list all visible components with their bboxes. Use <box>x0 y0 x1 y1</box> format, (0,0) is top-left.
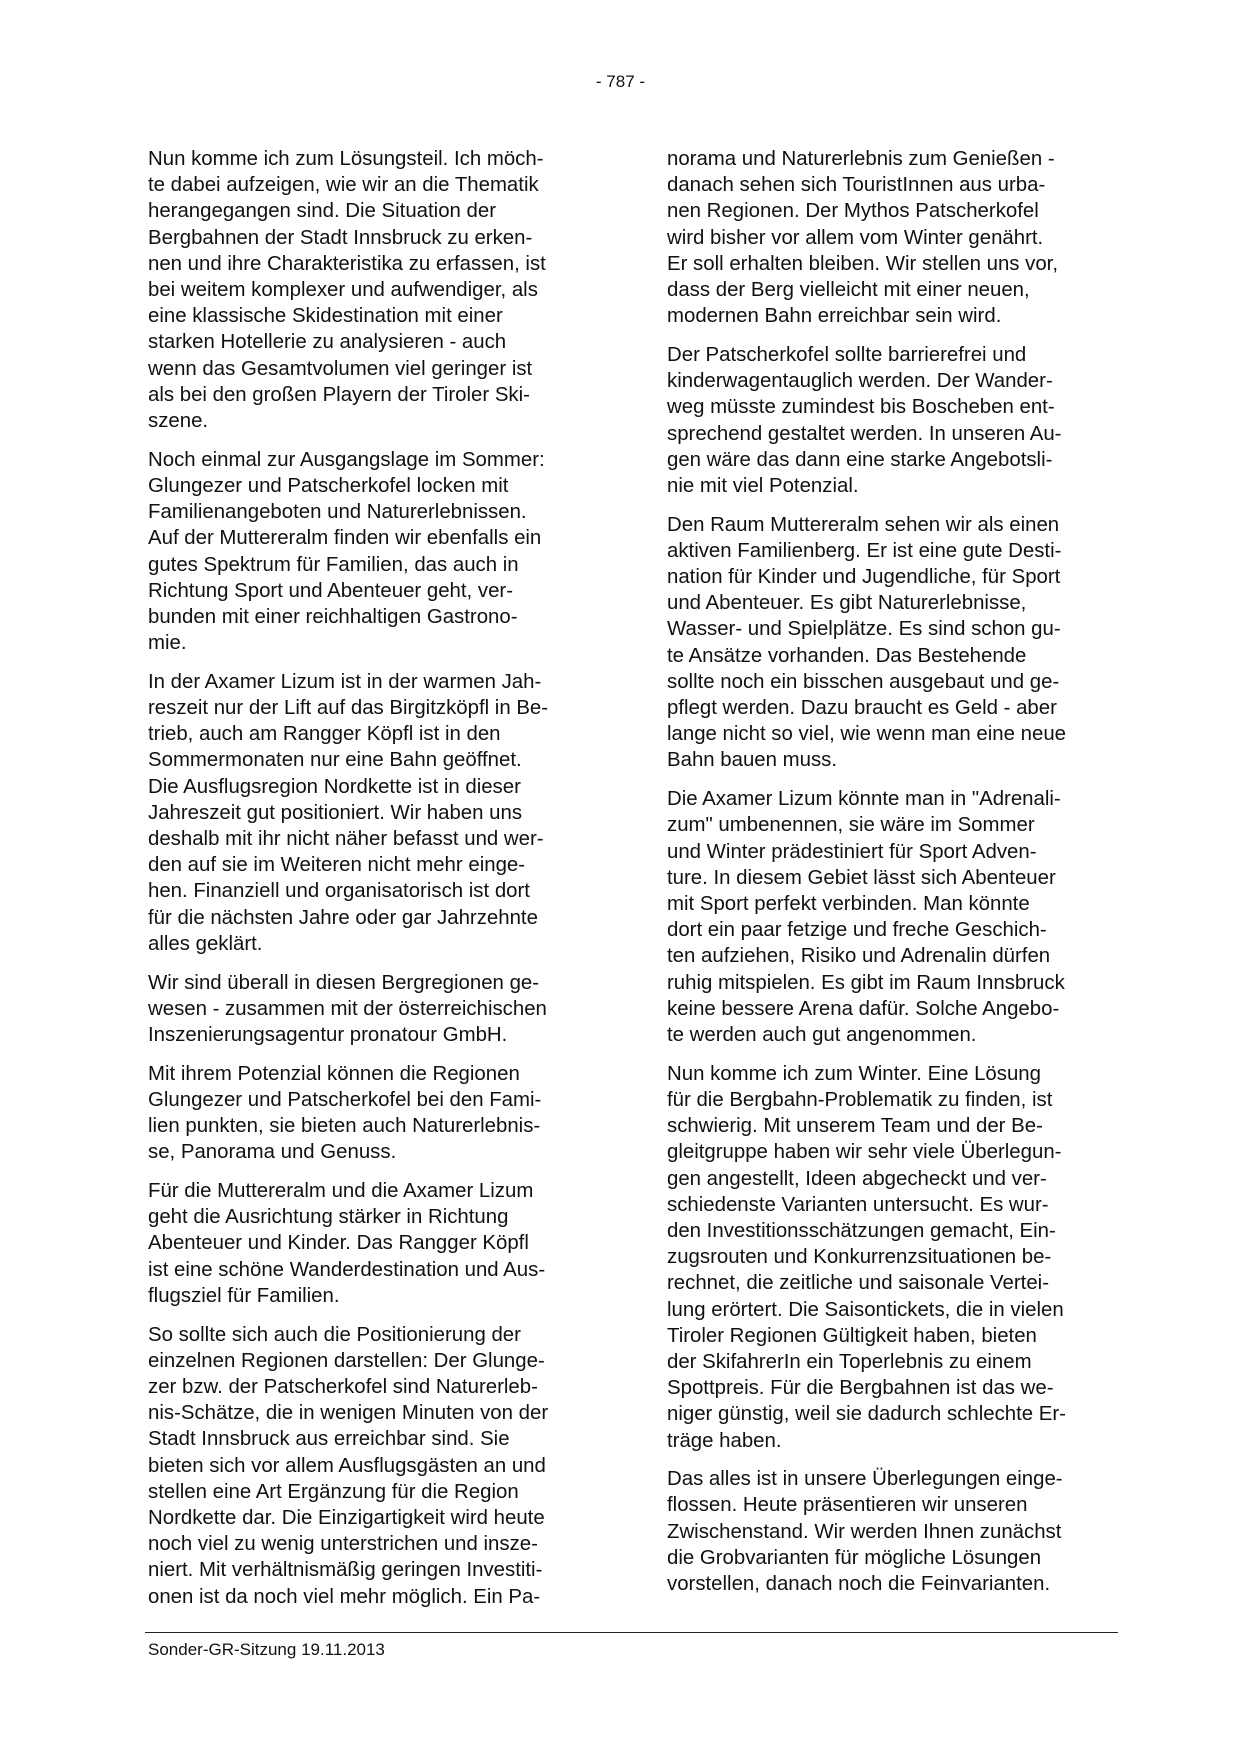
text-line: als bei den großen Playern der Tiroler Ski- <box>148 383 530 406</box>
footer-session-label: Sonder-GR-Sitzung 19.11.2013 <box>148 1640 385 1659</box>
paragraph <box>667 786 1119 1048</box>
footer-divider <box>145 1632 1118 1633</box>
text-line: rechnet, die zeitliche und saisonale Vertei- <box>667 1272 1049 1295</box>
text-line: den Investitionsschätzungen gemacht, Ein- <box>667 1219 1056 1242</box>
text-line: te werden auch gut angenommen. <box>667 1024 977 1046</box>
text-line: niert. Mit verhältnismäßig geringen Investiti- <box>148 1559 543 1582</box>
text-line: So sollte sich auch die Positionierung der <box>148 1323 521 1346</box>
paragraph <box>667 512 1119 774</box>
text-line: schwierig. Mit unserem Team und der Be- <box>667 1115 1043 1138</box>
text-line: wird bisher vor allem vom Winter genährt. <box>667 226 1044 249</box>
text-line: und Abenteuer. Es gibt Naturerlebnisse, <box>667 592 1027 615</box>
text-line: Den Raum Muttereralm sehen wir als einen <box>667 513 1060 536</box>
text-line: deshalb mit ihr nicht näher befasst und wer- <box>148 828 544 851</box>
text-line: vorstellen, danach noch die Feinvarianten. <box>667 1573 1051 1596</box>
paragraph <box>667 146 1119 329</box>
text-line: onen ist da noch viel mehr möglich. Ein Pa- <box>148 1585 541 1608</box>
text-line: te dabei aufzeigen, wie wir an die Thematik <box>148 174 539 197</box>
text-line: Tiroler Regionen Gültigkeit haben, bieten <box>667 1324 1037 1347</box>
text-line: Noch einmal zur Ausgangslage im Sommer: <box>148 448 545 471</box>
text-line: alles geklärt. <box>148 932 263 955</box>
text-line: wesen - zusammen mit der österreichischen <box>148 997 547 1020</box>
text-line: Richtung Sport und Abenteuer geht, ver- <box>148 579 513 602</box>
text-line: Das alles ist in unsere Überlegungen einge- <box>667 1468 1063 1491</box>
paragraph <box>148 1178 600 1309</box>
text-line: Stadt Innsbruck aus erreichbar sind. Sie <box>148 1428 510 1451</box>
text-line: den auf sie im Weiteren nicht mehr einge- <box>148 854 526 877</box>
text-line: bei weitem komplexer und aufwendiger, als <box>148 279 538 302</box>
text-line: wenn das Gesamtvolumen viel geringer ist <box>148 357 533 380</box>
text-line: lung erörtert. Die Saisontickets, die in vielen <box>667 1298 1064 1321</box>
text-line: Mit ihrem Potenzial können die Regionen <box>148 1062 520 1085</box>
text-line: Nun komme ich zum Lösungsteil. Ich möch- <box>148 148 544 170</box>
text-line: niger günstig, weil sie dadurch schlechte Er- <box>667 1403 1066 1426</box>
text-line: zugsrouten und Konkurrenzsituationen be- <box>667 1246 1052 1269</box>
text-line: Glungezer und Patscherkofel bei den Fami- <box>148 1088 542 1111</box>
text-line: dort ein paar fetzige und freche Geschich- <box>667 919 1047 942</box>
text-line: se, Panorama und Genuss. <box>148 1141 397 1164</box>
text-line: keine bessere Arena dafür. Solche Angebo- <box>667 997 1060 1020</box>
text-line: Abenteuer und Kinder. Das Rangger Köpfl <box>148 1232 529 1255</box>
text-line: Auf der Muttereralm finden wir ebenfalls ein <box>148 527 542 550</box>
text-line: norama und Naturerlebnis zum Genießen - <box>667 148 1055 170</box>
text-line: herangegangen sind. Die Situation der <box>148 200 497 223</box>
paragraph <box>148 146 600 434</box>
text-line: träge haben. <box>667 1429 782 1452</box>
text-line: Zwischenstand. Wir werden Ihnen zunächst <box>667 1520 1062 1543</box>
text-line: zum" umbenennen, sie wäre im Sommer <box>667 814 1035 837</box>
text-line: Die Axamer Lizum könnte man in "Adrenali- <box>667 788 1061 811</box>
text-line: Spottpreis. Für die Bergbahnen ist das we- <box>667 1377 1054 1400</box>
text-line: Bergbahnen der Stadt Innsbruck zu erken- <box>148 226 533 249</box>
text-line: Wir sind überall in diesen Bergregionen ge- <box>148 971 540 994</box>
text-line: für die nächsten Jahre oder gar Jahrzehnte <box>148 906 538 929</box>
text-line: Der Patscherkofel sollte barrierefrei und <box>667 343 1027 366</box>
text-line: Glungezer und Patscherkofel locken mit <box>148 474 509 497</box>
text-line: bunden mit einer reichhaltigen Gastrono- <box>148 605 518 628</box>
text-line: lange nicht so viel, wie wenn man eine neue <box>667 723 1067 746</box>
text-line: Für die Muttereralm und die Axamer Lizum <box>148 1180 534 1203</box>
text-line: der SkifahrerIn ein Toperlebnis zu einem <box>667 1350 1032 1373</box>
text-line: und Winter prädestiniert für Sport Adven- <box>667 840 1037 863</box>
paragraph <box>148 447 600 657</box>
text-line: zer bzw. der Patscherkofel sind Naturerleb- <box>148 1375 538 1398</box>
text-line: hen. Finanziell und organisatorisch ist dort <box>148 880 530 903</box>
text-line: Inszenierungsagentur pronatour GmbH. <box>148 1024 508 1046</box>
left-column <box>148 146 600 1622</box>
text-line: flossen. Heute präsentieren wir unseren <box>667 1494 1028 1517</box>
text-line: pflegt werden. Dazu braucht es Geld - aber <box>667 697 1057 720</box>
text-line: ture. In diesem Gebiet lässt sich Abenteuer <box>667 866 1056 889</box>
text-line: ten aufziehen, Risiko und Adrenalin dürfen <box>667 945 1051 968</box>
text-line: schiedenste Varianten untersucht. Es wur- <box>667 1193 1049 1216</box>
text-line: Familienangeboten und Naturerlebnissen. <box>148 501 527 524</box>
text-line: gen wäre das dann eine starke Angebotsli- <box>667 448 1053 471</box>
text-line: szene. <box>148 410 209 433</box>
text-line: noch viel zu wenig unterstrichen und insze- <box>148 1533 538 1556</box>
text-line: danach sehen sich TouristInnen aus urba- <box>667 174 1046 197</box>
text-line: sprechend gestaltet werden. In unseren Au- <box>667 422 1062 445</box>
text-line: flugsziel für Familien. <box>148 1284 340 1307</box>
text-line: mit Sport perfekt verbinden. Man könnte <box>667 892 1030 915</box>
paragraph <box>148 1322 600 1610</box>
paragraph <box>667 1061 1119 1454</box>
text-line: Wasser- und Spielplätze. Es sind schon gu- <box>667 618 1061 641</box>
paragraph <box>148 669 600 957</box>
text-line: Jahreszeit gut positioniert. Wir haben uns <box>148 801 523 824</box>
text-line: modernen Bahn erreichbar sein wird. <box>667 305 1002 328</box>
text-line: starken Hotellerie zu analysieren - auch <box>148 331 507 354</box>
text-line: sollte noch ein bisschen ausgebaut und ge- <box>667 670 1060 693</box>
text-line: ist eine schöne Wanderdestination und Aus- <box>148 1258 546 1281</box>
text-line: nen und ihre Charakteristika zu erfassen, ist <box>148 252 546 275</box>
text-line: die Grobvarianten für mögliche Lösungen <box>667 1546 1042 1569</box>
text-line: nis-Schätze, die in wenigen Minuten von der <box>148 1402 549 1425</box>
text-line: Er soll erhalten bleiben. Wir stellen uns vor, <box>667 252 1059 275</box>
right-column <box>667 146 1119 1610</box>
text-line: Sommermonaten nur eine Bahn geöffnet. <box>148 749 522 772</box>
text-line: ruhig mitspielen. Es gibt im Raum Innsbruck <box>667 971 1065 994</box>
paragraph <box>148 970 600 1049</box>
text-line: gleitgruppe haben wir sehr viele Überlegun- <box>667 1141 1062 1164</box>
text-line: In der Axamer Lizum ist in der warmen Jah- <box>148 670 542 693</box>
text-line: für die Bergbahn-Problematik zu finden, ist <box>667 1088 1053 1111</box>
text-line: geht die Ausrichtung stärker in Richtung <box>148 1206 509 1229</box>
text-line: einzelnen Regionen darstellen: Der Glunge- <box>148 1349 545 1372</box>
text-line: Bahn bauen muss. <box>667 749 838 772</box>
text-line: te Ansätze vorhanden. Das Bestehende <box>667 644 1027 667</box>
text-line: Nordkette dar. Die Einzigartigkeit wird heute <box>148 1506 545 1529</box>
text-line: nen Regionen. Der Mythos Patscherkofel <box>667 200 1039 223</box>
text-line: reszeit nur der Lift auf das Birgitzköpfl in Be- <box>148 697 549 720</box>
text-line: nation für Kinder und Jugendliche, für Sport <box>667 566 1061 589</box>
text-line: dass der Berg vielleicht mit einer neuen, <box>667 279 1030 302</box>
text-line: stellen eine Art Ergänzung für die Region <box>148 1480 519 1503</box>
text-line: kinderwagentauglich werden. Der Wander- <box>667 370 1053 393</box>
text-line: mie. <box>148 632 187 655</box>
paragraph <box>148 1061 600 1166</box>
text-line: Nun komme ich zum Winter. Eine Lösung <box>667 1062 1041 1085</box>
text-line: aktiven Familienberg. Er ist eine gute Desti- <box>667 539 1062 562</box>
text-line: weg müsste zumindest bis Boscheben ent- <box>667 396 1055 419</box>
text-line: gutes Spektrum für Familien, das auch in <box>148 553 519 576</box>
text-line: Die Ausflugsregion Nordkette ist in dieser <box>148 775 521 798</box>
text-line: bieten sich vor allem Ausflugsgästen an und <box>148 1454 546 1477</box>
paragraph <box>667 1466 1119 1597</box>
text-line: lien punkten, sie bieten auch Naturerlebnis- <box>148 1115 541 1138</box>
page-number: - 787 - <box>595 72 646 91</box>
paragraph <box>667 342 1119 499</box>
text-line: gen angestellt, Ideen abgecheckt und ver- <box>667 1167 1047 1190</box>
text-line: nie mit viel Potenzial. <box>667 474 859 497</box>
text-line: trieb, auch am Rangger Köpfl ist in den <box>148 723 501 746</box>
text-line: eine klassische Skidestination mit einer <box>148 305 503 328</box>
